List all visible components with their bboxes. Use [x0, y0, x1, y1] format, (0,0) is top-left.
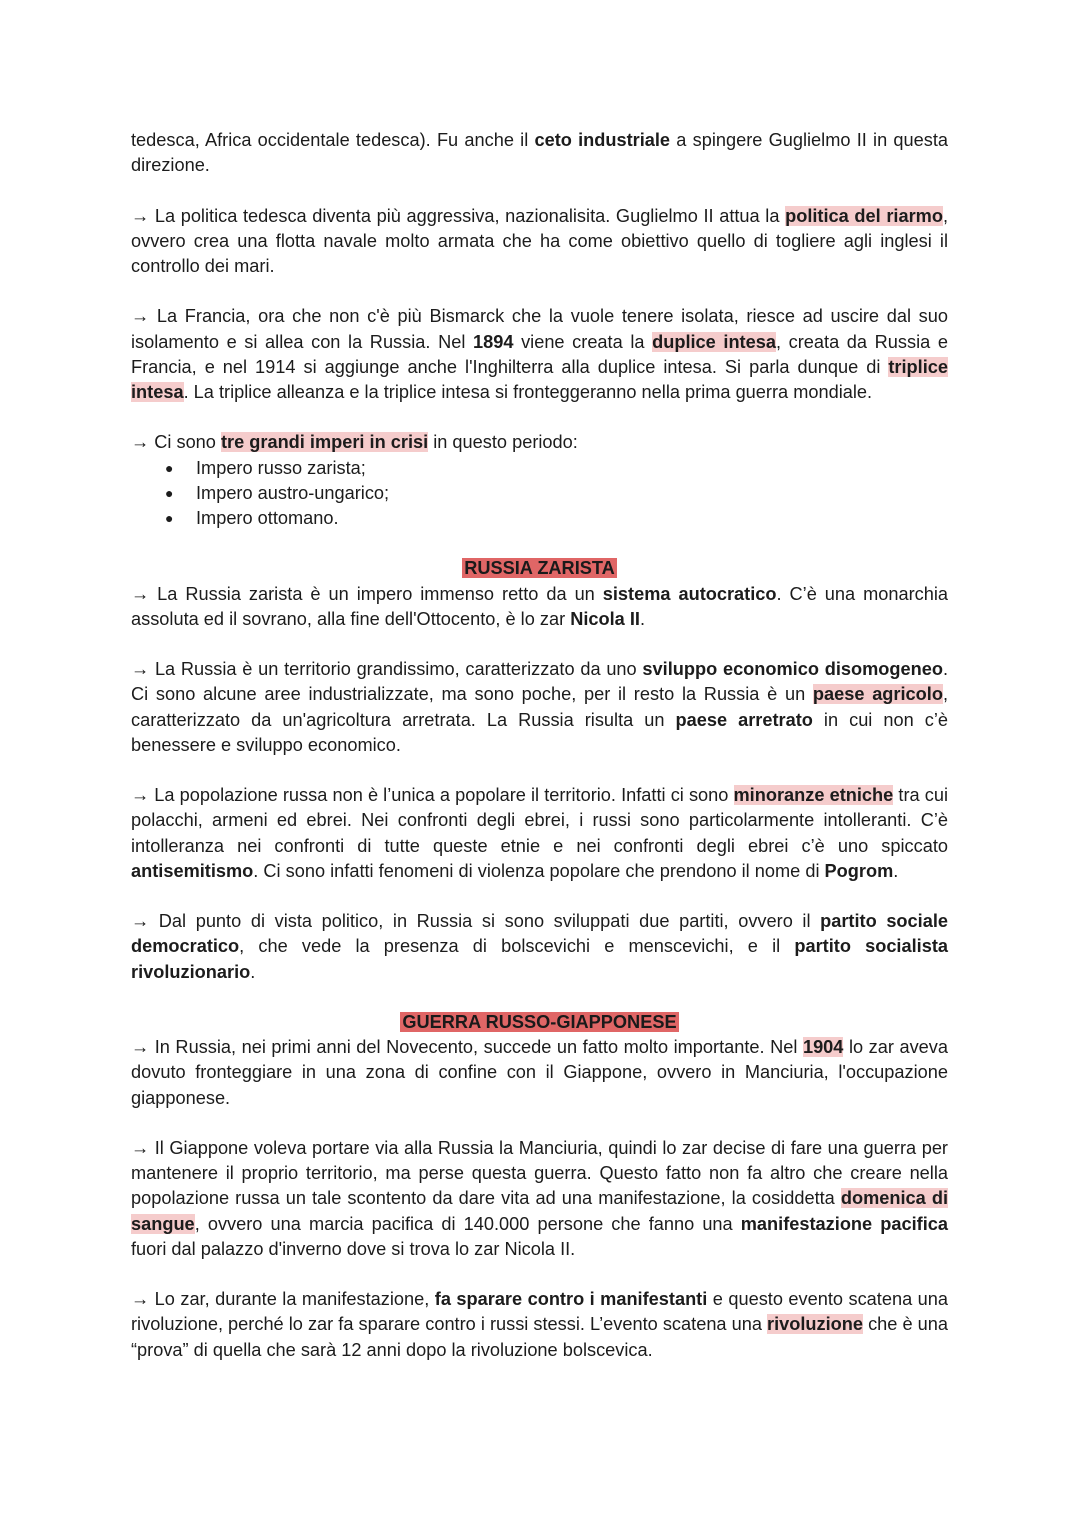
highlighted-text: politica del riarmo — [785, 205, 943, 226]
text-run: → In Russia, nei primi anni del Novecento, succede un fatto molto importante. Nel — [131, 1037, 803, 1058]
text-run: . — [250, 961, 256, 982]
text-run: → La popolazione russa non è l’unica a popolare il territorio. Infatti ci sono — [131, 785, 734, 806]
text-run: viene creata la — [513, 331, 653, 352]
list-item-text: Impero austro-ungarico; — [196, 482, 390, 503]
bold-text: Pogrom — [824, 860, 894, 881]
text-run: fuori dal palazzo d'inverno dove si trova lo zar Nicola II. — [131, 1238, 576, 1259]
bold-text: antisemitismo — [131, 860, 254, 881]
text-run: , che vede la presenza di bolscevichi e menscevichi, e il — [239, 936, 795, 957]
text-run: → La politica tedesca diventa più aggressiva, nazionalisita. Guglielmo II attua la — [131, 205, 786, 226]
highlighted-text: tre grandi imperi in crisi — [220, 432, 429, 453]
highlighted-text: rivoluzione — [767, 1314, 864, 1335]
list-item-text: Impero russo zarista; — [196, 457, 366, 478]
text-run: . Ci sono infatti fenomeni di violenza popolare che prendono il nome di — [253, 860, 825, 881]
text-run: → La Francia, ora che non c'è più Bismarck che la vuole tenere isolata, riesce ad uscire dal suo isolamento e si allea con la Russia. Nel — [131, 306, 948, 352]
highlighted-text: triplice intesa — [131, 356, 948, 402]
bullet-icon: ● — [165, 459, 174, 476]
text-run: . La triplice alleanza e la triplice intesa si fronteggeranno nella prima guerra mondiale. — [183, 382, 873, 402]
highlighted-text: minoranze etniche — [733, 785, 894, 806]
bullet-icon: ● — [165, 510, 174, 526]
paragraph — [131, 204, 948, 280]
text-run: . — [893, 860, 899, 881]
text-run: in cui non c’è benessere e sviluppo economico. — [131, 709, 948, 755]
document-page — [131, 128, 948, 1388]
paragraph — [131, 582, 948, 632]
text-run: . Ci sono alcune aree industrializzate, ma sono poche, per il resto la Russia è un — [131, 659, 948, 705]
text-run: → Dal punto di vista politico, in Russia si sono sviluppati due partiti, ovvero il — [131, 911, 821, 932]
section-heading-label: RUSSIA ZARISTA — [464, 558, 615, 579]
text-run: lo zar aveva dovuto fronteggiare in una zona di confine con il Giappone, ovvero in Manciuria, l'occupazione giapponese. — [131, 1037, 948, 1108]
text-run: → Il Giappone voleva portare via alla Russia la Manciuria, quindi lo zar decise di fare una guerra per mantenere il proprio territorio, ma perse questa guerra. Questo fatto non fa altro che creare nella popolazione russa un tale scontento da dare vita ad una manifestazione, la cosiddetta — [131, 1137, 948, 1209]
bold-text: ceto industriale — [534, 130, 671, 150]
text-run: che è una “prova” di quella che sarà 12 anni dopo la rivoluzione bolscevica. — [131, 1314, 948, 1360]
text-run: in questo periodo: — [428, 432, 578, 453]
paragraph — [131, 430, 948, 455]
bold-text: partito sociale democratico — [131, 911, 948, 957]
text-run: , ovvero crea una flotta navale molto armata che ha come obiettivo quello di togliere agli inglesi il controllo dei mari. — [131, 205, 948, 276]
highlighted-text: 1904 — [802, 1037, 844, 1058]
bold-text: sviluppo economico disomogeneo — [642, 659, 943, 680]
text-run: , caratterizzato da un'agricoltura arretrata. La Russia risulta un — [131, 684, 948, 730]
bold-text: sistema autocratico — [602, 583, 777, 604]
list-item — [131, 506, 948, 531]
section-heading — [131, 1010, 948, 1035]
bold-text: paese arretrato — [675, 709, 813, 730]
list-item-text: Impero ottomano. — [196, 508, 339, 528]
paragraph — [131, 128, 948, 178]
text-run: . C’è una monarchia assoluta ed il sovrano, alla fine dell'Ottocento, è lo zar — [131, 583, 949, 629]
bold-text: partito socialista rivoluzionario — [131, 936, 948, 982]
text-run: a spingere Guglielmo II in questa direzione. — [131, 130, 949, 176]
bold-text: manifestazione pacifica — [740, 1213, 948, 1234]
text-run: → Ci sono — [131, 432, 221, 453]
text-run: e questo evento scatena una rivoluzione, perché lo zar fa sparare contro i russi stessi. L’evento scatena una — [131, 1289, 949, 1335]
bold-text: 1894 — [472, 331, 514, 352]
highlighted-text: domenica di sangue — [131, 1188, 948, 1234]
text-run: , creata da Russia e Francia, e nel 1914 si aggiunge anche l'Inghilterra alla duplice intesa. Si parla dunque di — [131, 331, 948, 377]
text-run: → La Russia zarista è un impero immenso retto da un — [131, 583, 603, 604]
paragraph — [131, 304, 948, 405]
bold-text: fa sparare contro i manifestanti — [434, 1289, 708, 1310]
bold-text: Nicola II — [570, 608, 640, 629]
paragraph — [131, 1136, 948, 1262]
text-run: tra cui polacchi, armeni ed ebrei. Nei confronti degli ebrei, i russi sono particolarmente intolleranti. C’è intolleranza nei confronti di tutte queste etnie e nei confronti degli ebrei c’è uno spiccato — [131, 785, 948, 856]
paragraph — [131, 783, 948, 884]
text-run: → La Russia è un territorio grandissimo, caratterizzato da uno — [131, 659, 643, 680]
paragraph — [131, 909, 948, 985]
list-item — [131, 481, 948, 506]
paragraph — [131, 1287, 948, 1363]
bullet-icon: ● — [165, 484, 174, 501]
section-heading-label: GUERRA RUSSO-GIAPPONESE — [402, 1011, 677, 1032]
text-run: → Lo zar, durante la manifestazione, — [131, 1289, 435, 1310]
highlighted-text: duplice intesa — [652, 331, 776, 352]
section-heading — [131, 556, 948, 581]
text-run: . — [639, 608, 646, 629]
text-run: tedesca, Africa occidentale tedesca). Fu anche il — [131, 130, 535, 150]
text-run: , ovvero una marcia pacifica di 140.000 persone che fanno una — [194, 1213, 741, 1234]
list-item — [131, 456, 948, 481]
paragraph — [131, 1035, 948, 1111]
bullet-list — [131, 456, 948, 532]
paragraph — [131, 657, 948, 758]
highlighted-text: paese agricolo — [812, 684, 943, 705]
